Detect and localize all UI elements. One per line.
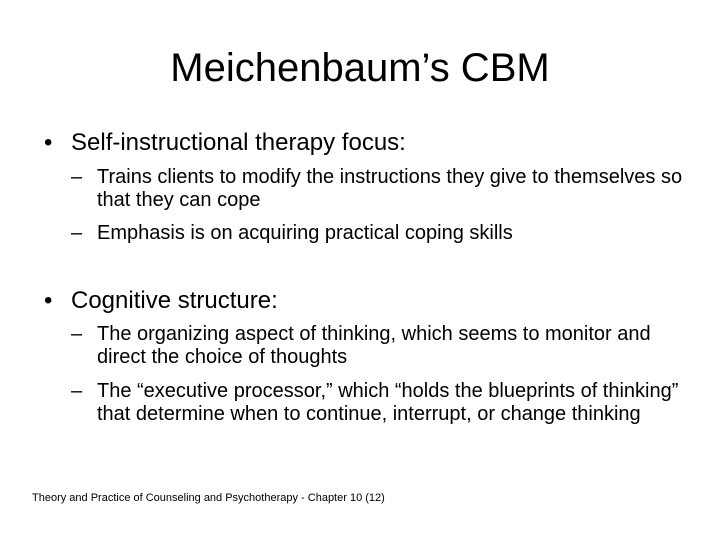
bullet-self-instructional [44,129,406,157]
subbullet-organizing-aspect [71,323,687,369]
slide-footer: Theory and Practice of Counseling and Psychotherapy - Chapter 10 (12) [32,492,385,504]
slide-title: Meichenbaum’s CBM [170,46,550,90]
subbullet-text: Trains clients to modify the instructions they give to themselves so that they can cope [97,166,683,211]
dash-marker: – [71,166,83,188]
subbullet-emphasis [71,222,687,245]
dash-marker: – [71,380,83,402]
subbullet-trains-clients [71,166,687,212]
bullet-text: Cognitive structure: [71,287,278,314]
subbullet-text: The “executive processor,” which “holds the blueprints of thinking” that determine when to continue, interrupt, or change thinking [97,380,679,425]
dash-marker: – [71,323,83,345]
bullet-marker: • [44,129,53,156]
subbullet-text: Emphasis is on acquiring practical coping skills [97,222,513,244]
subbullet-text: The organizing aspect of thinking, which seems to monitor and direct the choice of thoughts [97,323,651,368]
subbullet-executive-processor [71,380,687,426]
bullet-text: Self-instructional therapy focus: [71,129,406,156]
bullet-cognitive-structure [44,287,278,315]
bullet-marker: • [44,287,53,314]
dash-marker: – [71,222,83,244]
